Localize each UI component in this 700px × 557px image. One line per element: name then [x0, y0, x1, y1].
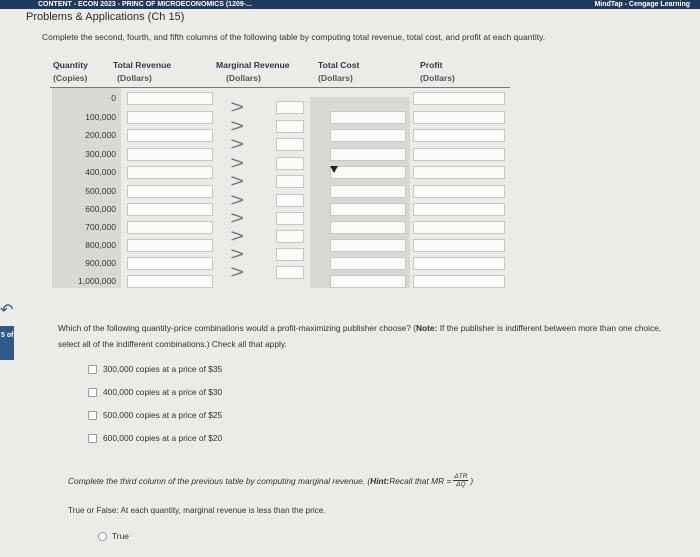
question-profit-max: Which of the following quantity-price combinations would a profit-maximizing publisher choose? (Note: If the publisher is indifferent between more than one choice, select all of the indifferent combinations.) Check all that apply.	[58, 323, 662, 349]
total-revenue-input[interactable]	[127, 221, 213, 234]
option-true[interactable]: True	[98, 531, 129, 541]
checkbox[interactable]	[88, 388, 97, 397]
chevron-right-icon: >	[230, 134, 245, 154]
total-cost-input[interactable]	[330, 166, 406, 179]
badge-label: 5 of	[1, 332, 14, 339]
quantity-cell: 700,000	[85, 222, 116, 232]
total-revenue-input[interactable]	[127, 92, 213, 105]
profit-input[interactable]	[413, 239, 505, 252]
total-revenue-input[interactable]	[127, 166, 213, 179]
chevron-right-icon: >	[230, 116, 245, 136]
top-bar	[0, 0, 700, 9]
header-quantity: Quantity (Copies)	[53, 60, 88, 83]
marginal-revenue-input[interactable]	[276, 138, 304, 151]
chevron-right-icon: >	[230, 208, 245, 228]
option-500000[interactable]: 500,000 copies at a price of $25	[88, 410, 222, 420]
profit-input[interactable]	[413, 203, 505, 216]
profit-input[interactable]	[413, 111, 505, 124]
profit-input[interactable]	[413, 185, 505, 198]
page-title: Problems & Applications (Ch 15)	[26, 11, 185, 23]
total-cost-input[interactable]	[330, 257, 406, 270]
chevron-right-icon: >	[230, 226, 245, 246]
chevron-right-icon: >	[230, 97, 245, 117]
quantity-cell: 1,000,000	[78, 276, 116, 286]
option-600000[interactable]: 600,000 copies at a price of $20	[88, 433, 222, 443]
profit-input[interactable]	[413, 221, 505, 234]
side-nav-badge[interactable]	[0, 300, 18, 370]
header-marginal-revenue: Marginal Revenue (Dollars)	[216, 60, 290, 83]
marginal-revenue-input[interactable]	[276, 120, 304, 133]
marginal-revenue-input[interactable]	[276, 194, 304, 207]
radio-button[interactable]	[98, 532, 107, 541]
app-title: MindTap - Cengage Learning	[594, 1, 690, 8]
header-profit: Profit (Dollars)	[420, 60, 455, 83]
marginal-revenue-input[interactable]	[276, 157, 304, 170]
total-revenue-input[interactable]	[127, 129, 213, 142]
total-cost-input[interactable]	[330, 129, 406, 142]
profit-input[interactable]	[413, 148, 505, 161]
total-cost-input[interactable]	[330, 221, 406, 234]
question-true-false: True or False: At each quantity, marginal revenue is less than the price.	[68, 506, 326, 515]
question-marginal-revenue: Complete the third column of the previous table by computing marginal revenue. ( Hint: Recall that MR = $\frac{\text{ΔTR}}{\Delta Q}$ )	[68, 473, 474, 488]
option-300000[interactable]: 300,000 copies at a price of $35	[88, 364, 222, 374]
total-revenue-input[interactable]	[127, 257, 213, 270]
total-revenue-input[interactable]	[127, 203, 213, 216]
mr-fraction: $\frac{\text{ΔTR}}{\Delta Q}$	[454, 473, 468, 488]
quantity-cell: 100,000	[85, 112, 116, 122]
checkbox[interactable]	[88, 411, 97, 420]
profit-input[interactable]	[413, 275, 505, 288]
total-revenue-input[interactable]	[127, 239, 213, 252]
total-cost-input[interactable]	[330, 148, 406, 161]
header-total-cost: Total Cost (Dollars)	[318, 60, 360, 83]
total-cost-input[interactable]	[330, 185, 406, 198]
quantity-cell: 900,000	[85, 258, 116, 268]
checkbox[interactable]	[88, 434, 97, 443]
total-cost-input[interactable]	[330, 111, 406, 124]
marginal-revenue-input[interactable]	[276, 175, 304, 188]
header-total-revenue: Total Revenue (Dollars)	[113, 60, 172, 83]
chevron-right-icon: >	[230, 244, 245, 264]
chevron-right-icon: >	[230, 190, 245, 210]
course-title: CONTENT - ECON 2023 - PRINC OF MICROECONOMICS (1209-...	[38, 1, 252, 8]
marginal-revenue-input[interactable]	[276, 212, 304, 225]
total-revenue-input[interactable]	[127, 148, 213, 161]
total-revenue-input[interactable]	[127, 275, 213, 288]
quantity-cell: 400,000	[85, 167, 116, 177]
chevron-right-icon: >	[230, 262, 245, 282]
total-revenue-input[interactable]	[127, 111, 213, 124]
marginal-revenue-input[interactable]	[276, 266, 304, 279]
total-cost-input[interactable]	[330, 275, 406, 288]
total-cost-input[interactable]	[330, 239, 406, 252]
mouse-cursor-icon	[330, 166, 338, 173]
checkbox[interactable]	[88, 365, 97, 374]
profit-input[interactable]	[413, 129, 505, 142]
quantity-cell: 500,000	[85, 186, 116, 196]
quantity-cell: 200,000	[85, 130, 116, 140]
profit-input[interactable]	[413, 257, 505, 270]
instructions: Complete the second, fourth, and fifth columns of the following table by computing total revenue, total cost, and profit at each quantity.	[42, 32, 546, 42]
total-cost-input[interactable]	[330, 203, 406, 216]
quantity-cell: 300,000	[85, 149, 116, 159]
option-400000[interactable]: 400,000 copies at a price of $30	[88, 387, 222, 397]
quantity-cell: 600,000	[85, 204, 116, 214]
marginal-revenue-input[interactable]	[276, 230, 304, 243]
chevron-right-icon: >	[230, 153, 245, 173]
marginal-revenue-input[interactable]	[276, 101, 304, 114]
chevron-right-icon: >	[230, 171, 245, 191]
quantity-cell: 800,000	[85, 240, 116, 250]
profit-input[interactable]	[413, 92, 505, 105]
quantity-cell: 0	[111, 93, 116, 103]
profit-input[interactable]	[413, 166, 505, 179]
back-arrow-icon: ↶	[0, 302, 14, 319]
marginal-revenue-input[interactable]	[276, 248, 304, 261]
total-revenue-input[interactable]	[127, 185, 213, 198]
